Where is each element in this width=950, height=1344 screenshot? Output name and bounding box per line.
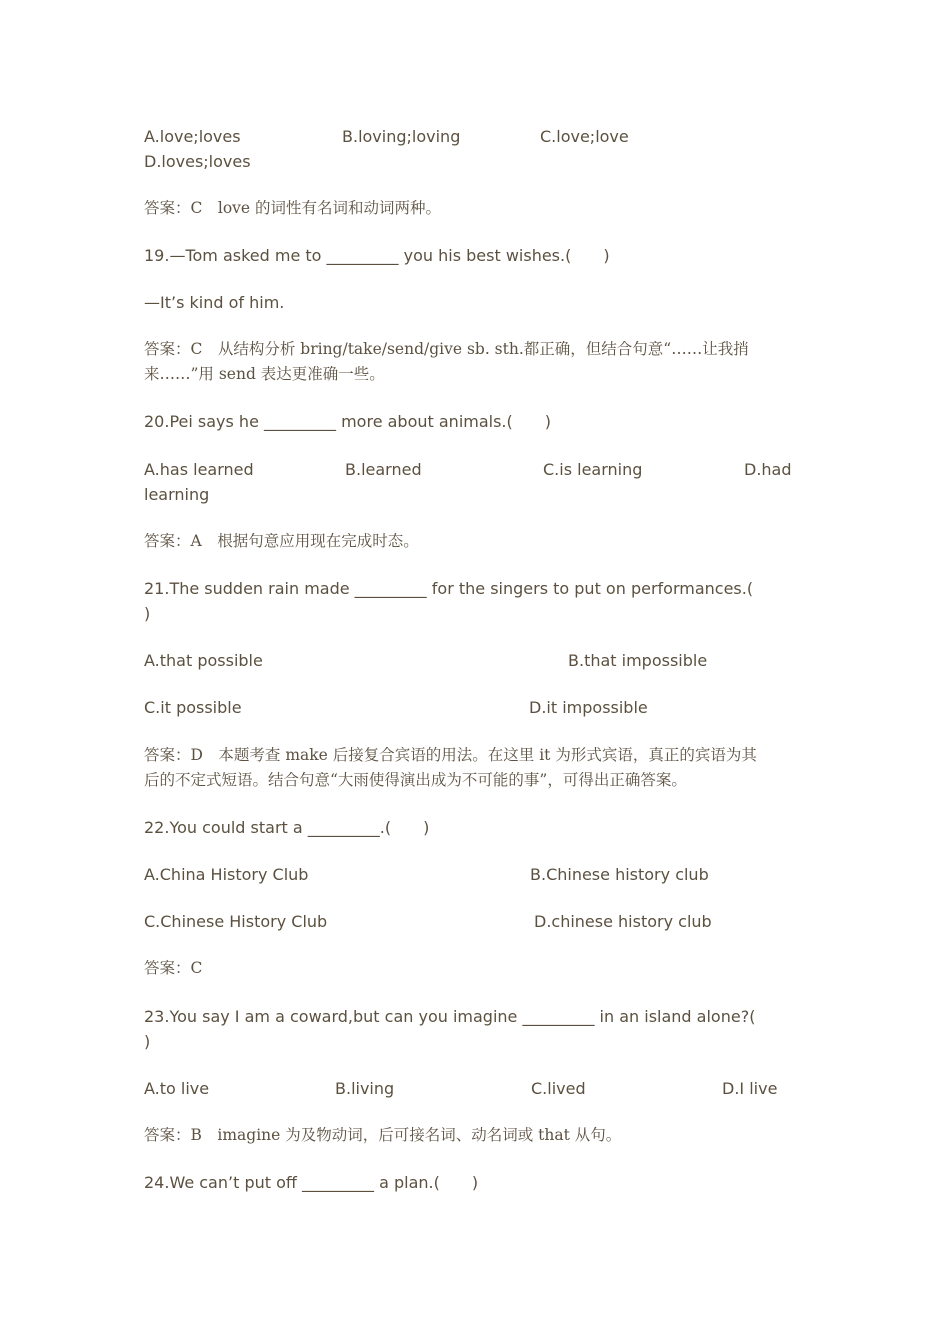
q22-question: 22.You could start a _________.( ) <box>144 818 430 837</box>
document-page <box>144 0 804 1344</box>
q20-answer: 答案：A 根据句意应用现在完成时态。 <box>144 532 419 550</box>
q19-answer-line1: 答案：C 从结构分析 bring/take/send/give sb. sth.都正确，但结合句意“……让我捎 <box>144 340 749 358</box>
q20-option-d: D.had <box>744 460 792 479</box>
q19-answer-line2: 来……”用 send 表达更准确一些。 <box>144 365 385 383</box>
q20-option-b: B.learned <box>345 460 422 479</box>
q20-option-a: A.has learned <box>144 460 254 479</box>
q23-question-line1: 23.You say I am a coward,but can you imagine _________ in an island alone?( <box>144 1007 756 1026</box>
q24-question: 24.We can’t put off _________ a plan.( ) <box>144 1173 479 1192</box>
q23-option-c: C.lived <box>531 1079 586 1098</box>
q18-option-b: B.loving;loving <box>342 127 461 146</box>
q22-answer: 答案：C <box>144 959 203 977</box>
q23-option-a: A.to live <box>144 1079 210 1098</box>
q20-option-c: C.is learning <box>543 460 643 479</box>
q22-option-b: B.Chinese history club <box>530 865 709 884</box>
q20-option-d-wrap: learning <box>144 485 210 504</box>
q23-option-b: B.living <box>335 1079 395 1098</box>
q22-option-d: D.chinese history club <box>534 912 712 931</box>
q23-option-d: D.I live <box>722 1079 778 1098</box>
q21-question-line1: 21.The sudden rain made _________ for the singers to put on performances.( <box>144 579 754 598</box>
q21-option-b: B.that impossible <box>568 651 708 670</box>
q23-question-line2: ) <box>144 1032 151 1051</box>
q20-question: 20.Pei says he _________ more about animals.( ) <box>144 412 552 431</box>
q22-option-a: A.China History Club <box>144 865 309 884</box>
q21-option-a: A.that possible <box>144 651 263 670</box>
q18-option-c: C.love;love <box>540 127 629 146</box>
q18-option-a: A.love;loves <box>144 127 241 146</box>
q18-answer: 答案：C love 的词性有名词和动词两种。 <box>144 199 442 217</box>
q19-reply: —It’s kind of him. <box>144 293 285 312</box>
q19-question: 19.—Tom asked me to _________ you his best wishes.( ) <box>144 246 610 265</box>
q21-answer-line1: 答案：D 本题考查 make 后接复合宾语的用法。在这里 it 为形式宾语，真正的宾语为其 <box>144 746 757 764</box>
q18-option-d: D.loves;loves <box>144 152 251 171</box>
q21-option-c: C.it possible <box>144 698 242 717</box>
q21-question-line2: ) <box>144 604 151 623</box>
q23-answer: 答案：B imagine 为及物动词，后可接名词、动名词或 that 从句。 <box>144 1126 622 1144</box>
q21-answer-line2: 后的不定式短语。结合句意“大雨使得演出成为不可能的事”，可得出正确答案。 <box>144 771 687 789</box>
q21-option-d: D.it impossible <box>529 698 648 717</box>
q22-option-c: C.Chinese History Club <box>144 912 328 931</box>
